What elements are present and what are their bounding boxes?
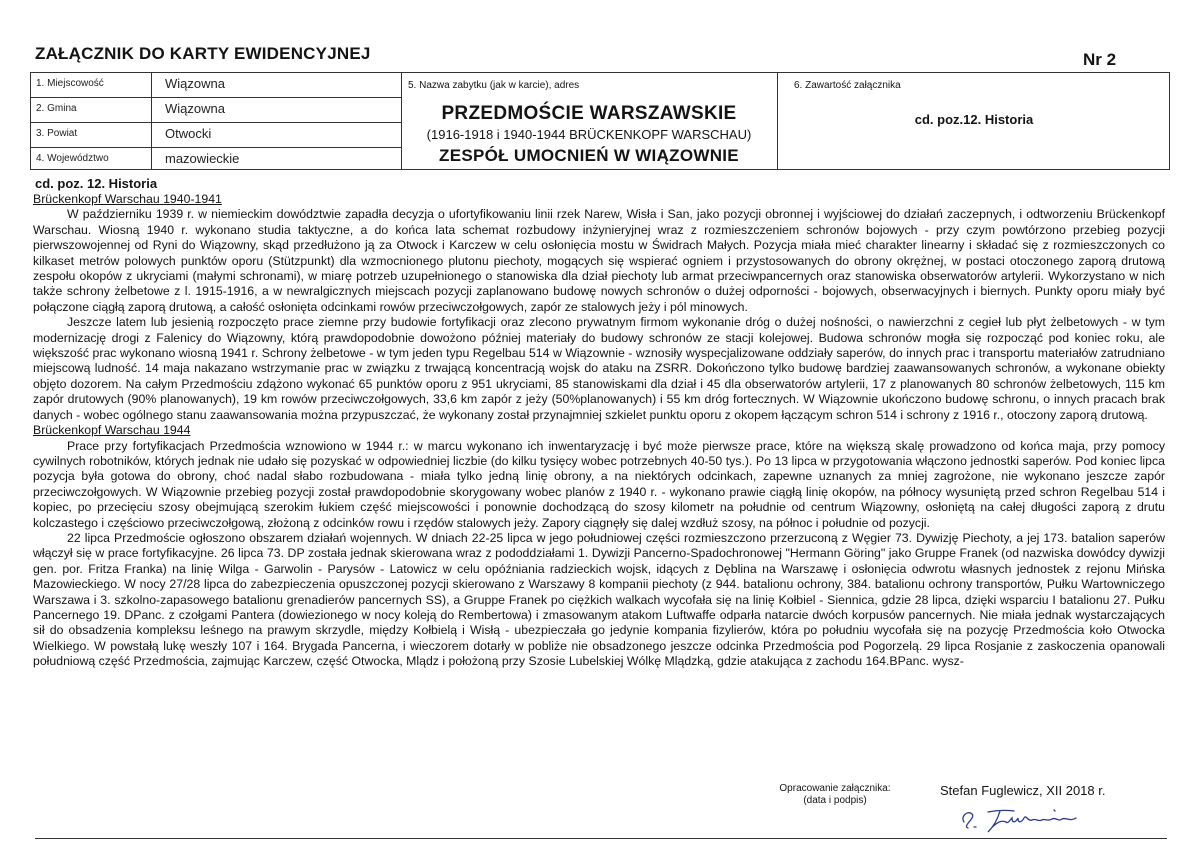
header-table: [30, 72, 1170, 170]
section-title: cd. poz. 12. Historia: [35, 176, 158, 191]
monument-label: 5. Nazwa zabytku (jak w karcie), adres: [408, 80, 580, 91]
date-signature-line: (data i podpis): [803, 795, 867, 806]
subheading: Brückenkopf Warschau 1940-1941: [33, 192, 222, 206]
table-divider: [31, 147, 401, 148]
prepared-by-label: [760, 783, 910, 807]
document-title: ZAŁĄCZNIK DO KARTY EWIDENCYJNEJ: [35, 44, 371, 63]
table-divider: [151, 73, 152, 169]
history-text: [33, 192, 1165, 670]
field-value-county: Otwocki: [165, 126, 212, 141]
field-label-locality: 1. Miejscowość: [36, 78, 104, 89]
paragraph: 22 lipca Przedmoście ogłoszono obszarem działań wojennych. W dniach 22-25 lipca w jego południowej części rozmieszczono przerzuconą z Węgier 73. Dywizję Piechoty, a jej 173. batalion saperów włączył się w prace fortyfikacyjne. 26 lipca 73. DP została jednak skierowana wraz z pododdziałami 1. Dywizji Pancerno-Spadochronowej "Hermann Göring" jako Gruppe Franek (od nazwiska dowódcy dywizji gen. por. Fritza Franka) na linię Wilga - Garwolin - Parysów - Latowicz w celu opóźniania radzieckich wojsk, idących z Dęblina na Warszawę i osłonięcia odwrotu własnych jednostek z rejonu Mińska Mazowieckiego. W nocy 27/28 lipca do zabezpieczenia opuszczonej pozycji skierowano z Warszawy 8 kompanii piechoty (z 944. batalionu ochrony, 384. batalionu ochrony transportów, Pułku Wartowniczego Warszawa i 3. szkolno-zapasowego batalionu grenadierów pancernych SS), a Gruppe Franek po ciężkich walkach wycofała się na linię Kołbiel - Siennica, gdzie 28 lipca, dzięki wsparciu I batalionu 27. Pułku Pancernego 19. DPanc. z czołgami Pantera (dowiezionego w nocy koleją do Rembertowa) i zmasowanym atakom Luftwaffe odparła natarcie dwóch korpusów pancernych. Nie miała jednak wystarczających sił do obsadzenia kompleksu leśnego na prawym skrzydle, między Kołbielą i Wisłą - ubezpieczała go jedynie kompania fizylierów, która po południu wycofała się na pozycję Przedmościa koło Otwocka Wielkiego. W powstałą lukę weszły 107 i 164. Brygada Pancerna, i wieczorem dotarły w pobliże nie obsadzonego jeszcze odcinka Przedmościa pod Pogorzelą. 29 lipca Rosjanie z zaskoczenia opanowali południową część Przedmościa, zajmując Karczew, część Otwocka, Mlądz i położoną przy Szosie Lubelskiej Wólkę Mlądzką, gdzie atakująca z zachodu 164.BPanc. wysz-: [33, 530, 1165, 669]
contents-value: cd. poz.12. Historia: [914, 112, 1034, 127]
field-label-voivodeship: 4. Województwo: [36, 153, 109, 164]
author: Stefan Fuglewicz, XII 2018 r.: [940, 783, 1106, 798]
contents-label: 6. Zawartość załącznika: [794, 80, 901, 91]
attachment-number: Nr 2: [1083, 50, 1117, 69]
prepared-by-line: Opracowanie załącznika:: [779, 783, 891, 794]
field-label-county: 3. Powiat: [36, 128, 78, 139]
paragraph: Jeszcze latem lub jesienią rozpoczęto prace ziemne przy budowie fortyfikacji oraz zlecono prywatnym firmom wykonanie dróg o dużej nośności, o nawierzchni z cegieł lub płyt żelbetowych - w tym modernizację drogi z Falenicy do Wiązowny, którą prawdopodobnie dowożono później materiały do budowy schronów ze stacji kolejowej. Budowa schronów mogła się rozpocząć pod koniec roku, ale większość prac wykonano wiosną 1941 r. Schrony żelbetowe - w tym jeden typu Regelbau 514 w Wiązownie - wznosiły wyspecjalizowane oddziały saperów, do innych prac i transportu materiałów zatrudniano miejscową ludność. 14 maja nakazano wstrzymanie prac w związku z trwającą koncentracją wojsk do ataku na ZSRR. Dokończono tylko budowę bardziej zaawansowanych schronów, a wykonane obiekty objęto dozorem. Na całym Przedmościu zdążono wykonać 65 punktów oporu z 951 ukryciami, 85 stanowiskami dla dział i 45 dla obserwatorów artylerii, 17 z planowanych 80 schronów żelbetowych, 115 km zapór drutowych (90% planowanych), 19 km rowów przeciwczołgowych, 33,6 km zapór z jeży (50%planowanych) i 55 km dróg fortecznych. W Wiązownie ukończono budowę schronu, o innych pracach brak danych - wobec ogólnego stanu zaawansowania można przypuszczać, że wykonany został przynajmniej szkielet punktu oporu z okopem łączącym schron 514 i schrony z 1916 r., otoczony zaporą drutową.: [33, 315, 1165, 422]
subheading: Brückenkopf Warschau 1944: [33, 423, 191, 438]
monument-subtitle: (1916-1918 i 1940-1944 BRÜCKENKOPF WARSCHAU): [426, 127, 752, 142]
monument-name: PRZEDMOŚCIE WARSZAWSKIE: [441, 103, 737, 124]
table-divider: [31, 122, 401, 123]
paragraph: Prace przy fortyfikacjach Przedmościa wznowiono w 1944 r.: w marcu wykonano ich inwentaryzację i być może pierwsze prace, które na większą skalę prowadzono od końca maja, przy pomocy cywilnych robotników, których jednak nie udało się pozyskać w odpowiedniej liczbie (do kilku tysięcy wobec potrzebnych 40-50 tys.). Po 13 lipca w przygotowania włączono jednostki saperów. Pod koniec lipca pozycja była gotowa do obrony, choć nadal słabo rozbudowana - miała tylko jedną linię obrony, a na niektórych odcinkach, zapewne uznanych za mniej zagrożone, nie wykonano jeszcze zapór przeciwczołgowych. W Wiązownie przebieg pozycji został prawdopodobnie skorygowany wobec planów z 1940 r. - wykonano prawie ciągłą linię okopów, na północy wysuniętą przed schron Regelbau 514 i kopiec, po przecięciu szosy obejmującą szerokim łukiem część miejscowości i ponownie dochodzącą do szosy kilometr na południe od centrum Wiązowny, osłoniętą na całej długości zaporą z drutu kolczastego i częściowo przeciwczołgową, złożoną z odcinków rowu i rzędów stalowych jeży. Zapory ciągnęły się dalej wzdłuż szosy, na północ i południe od pozycji.: [33, 438, 1165, 530]
monument-complex-name: ZESPÓŁ UMOCNIEŃ W WIĄZOWNIE: [439, 146, 739, 165]
field-label-commune: 2. Gmina: [36, 103, 77, 114]
field-value-commune: Wiązowna: [165, 101, 225, 116]
bottom-rule: [35, 838, 1167, 839]
field-value-voivodeship: mazowieckie: [165, 151, 240, 166]
paragraph: W październiku 1939 r. w niemieckim dowództwie zapadła decyzja o ufortyfikowaniu linii rzek Narew, Wisła i San, jako pozycji obronnej i wyjściowej do działań zaczepnych, i odtworzeniu Brückenkopf Warschau. Wiosną 1940 r. wykonano studia taktyczne, a do końca lata schemat rozbudowy inżynieryjnej wraz z rozmieszczeniem schronów bojowych - przy czym powtórzono przebieg pozycji pierwszowojennej od Ryni do Wiązowny, skąd przedłużono ją za Otwock i Karczew w celu osłonięcia mostu w Świdrach Małych. Pozycja miała mieć charakter linearny i składać się z rozmieszczonych co kilkaset metrów polowych punktów oporu (Stützpunkt) dla wzmocnionego plutonu piechoty, mogących się wspierać ogniem i przystosowanych do obrony okrężnej, w postaci otoczonego zaporą drutową zespołu okopów z ukryciami (małymi schronami), w miarę potrzeb uzupełnionego o stanowiska dla dział piechoty lub armat przeciwpancernych oraz stanowiska obserwatorów artylerii. Wykorzystano w nich także schrony żelbetowe z l. 1915-1916, a w newralgicznych miejscach pozycji zaplanowano budowę nowych schronów o dużej odporności - bojowych, obserwacyjnych i biernych. Punkty oporu miały być połączone ciągłą zaporą drutową, a całość osłonięta odcinkami rowów przeciwczołgowych, zapór ze stalowych jeży i pól minowych.: [33, 207, 1165, 314]
table-divider: [31, 97, 401, 98]
field-value-locality: Wiązowna: [165, 76, 225, 91]
handwritten-signature: [958, 800, 1098, 836]
